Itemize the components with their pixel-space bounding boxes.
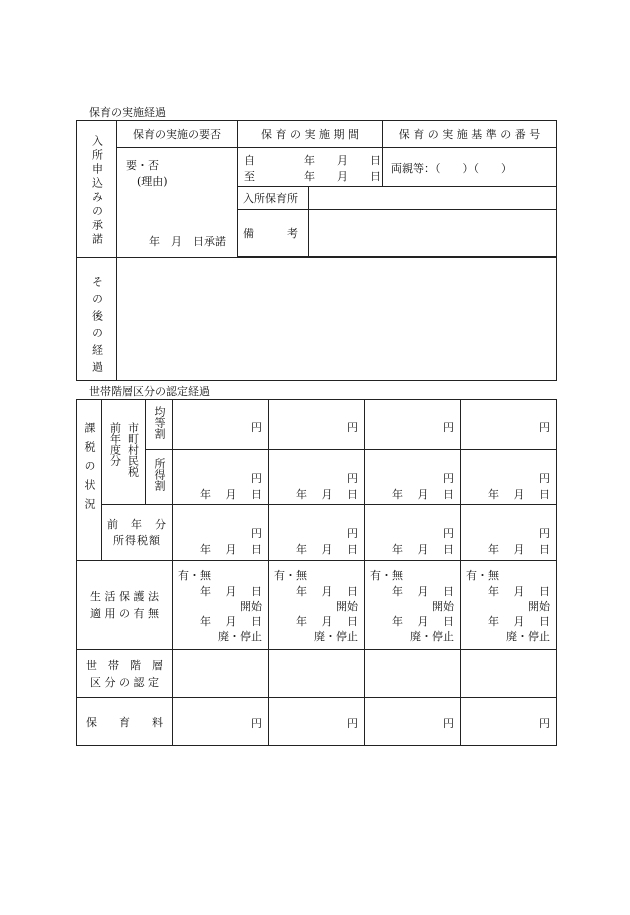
class-cell-3[interactable] <box>365 650 461 698</box>
cell-text: 円 <box>443 717 454 730</box>
section1-title: 保育の実施経過 <box>89 106 166 119</box>
prev-year-label: 前年度分 <box>108 422 122 466</box>
admission-header: 入所申込みの承諾 <box>90 135 104 247</box>
cell-text: 廃・停止 <box>410 630 454 643</box>
cell-text: 年 月 日 <box>200 615 262 628</box>
cell-text: 年 月 日 <box>488 543 550 556</box>
nursery-label: 入所保育所 <box>238 187 309 210</box>
col-approval-header: 保育の実施の要否 <box>117 121 238 148</box>
tax-status-cell <box>77 400 102 561</box>
cell-text: 有・無 <box>370 569 403 582</box>
cell-text: 有・無 <box>274 569 307 582</box>
cell-text: 円 <box>443 421 454 434</box>
class-cell-1[interactable] <box>173 650 269 698</box>
approval-date: 年 月 日承諾 <box>149 235 226 248</box>
cell-text: 廃・停止 <box>218 630 262 643</box>
welfare-cell-1[interactable] <box>173 561 269 650</box>
admission-header-cell <box>77 121 117 258</box>
remarks-label: 備 考 <box>238 210 309 257</box>
class-cell-2[interactable] <box>269 650 365 698</box>
approval-cell[interactable] <box>117 148 238 258</box>
cell-text: 開始 <box>528 600 550 613</box>
cell-text: 円 <box>443 527 454 540</box>
income-levy-amount-3[interactable] <box>365 450 461 505</box>
cell-text: 年 月 日 <box>392 543 454 556</box>
approval-value: 要・否 <box>126 159 159 172</box>
cell-text: 円 <box>539 472 550 485</box>
cell-text: 円 <box>347 472 358 485</box>
fee-label: 保 育 料 <box>77 698 173 746</box>
household-table <box>76 399 557 746</box>
cell-text: 円 <box>539 717 550 730</box>
income-tax-label: 前 年 分 所得税額 <box>102 505 173 561</box>
fee-cell-2[interactable] <box>269 698 365 746</box>
cell-text: 年 月 日 <box>488 615 550 628</box>
income-tax-amount-3[interactable] <box>365 505 461 561</box>
per-capita-cell <box>146 400 173 450</box>
fee-cell-4[interactable] <box>461 698 557 746</box>
cell-text: 有・無 <box>178 569 211 582</box>
per-capita-label: 均等割 <box>153 406 166 439</box>
standard-value: 両親等：（ ）（ ） <box>391 162 513 175</box>
cell-text: 円 <box>251 717 262 730</box>
cell-text: 年 月 日 <box>296 585 358 598</box>
cell-text: 有・無 <box>466 569 499 582</box>
after-header-cell <box>77 258 117 381</box>
welfare-cell-3[interactable] <box>365 561 461 650</box>
cell-text: 廃・停止 <box>506 630 550 643</box>
cell-text: 年 月 日 <box>200 543 262 556</box>
income-tax-amount-4[interactable] <box>461 505 557 561</box>
cell-text: 円 <box>539 421 550 434</box>
income-levy-cell <box>146 450 173 505</box>
cell-text: 年 月 日 <box>200 488 262 501</box>
per-capita-amount-1[interactable] <box>173 400 269 450</box>
income-levy-amount-2[interactable] <box>269 450 365 505</box>
remarks-field[interactable] <box>309 210 557 257</box>
implementation-table <box>76 120 557 381</box>
period-to-date: 年 月 日 <box>304 170 381 183</box>
cell-text: 年 月 日 <box>488 488 550 501</box>
welfare-cell-4[interactable] <box>461 561 557 650</box>
cell-text: 開始 <box>240 600 262 613</box>
cell-text: 円 <box>251 421 262 434</box>
per-capita-amount-4[interactable] <box>461 400 557 450</box>
municipal-tax-label: 市町村民税 <box>126 422 140 477</box>
cell-text: 年 月 日 <box>392 488 454 501</box>
cell-text: 円 <box>539 527 550 540</box>
income-levy-label: 所得割 <box>153 458 166 491</box>
cell-text: 廃・停止 <box>314 630 358 643</box>
cell-text: 円 <box>443 472 454 485</box>
period-to-label: 至 <box>244 170 255 183</box>
income-levy-amount-1[interactable] <box>173 450 269 505</box>
period-from-date: 年 月 日 <box>304 154 381 167</box>
period-cell[interactable] <box>238 148 383 187</box>
income-tax-amount-2[interactable] <box>269 505 365 561</box>
col-period-header: 保 育 の 実 施 期 間 <box>238 121 383 148</box>
cell-text: 年 月 日 <box>488 585 550 598</box>
cell-text: 年 月 日 <box>296 488 358 501</box>
cell-text: 年 月 日 <box>392 585 454 598</box>
after-header: その後の経過 <box>90 276 104 378</box>
cell-text: 円 <box>347 421 358 434</box>
class-cell-4[interactable] <box>461 650 557 698</box>
per-capita-amount-2[interactable] <box>269 400 365 450</box>
after-field[interactable] <box>117 258 557 381</box>
standard-cell[interactable] <box>383 148 557 187</box>
municipal-tax-cell <box>102 400 146 505</box>
cell-text: 円 <box>347 527 358 540</box>
cell-text: 円 <box>251 472 262 485</box>
fee-cell-3[interactable] <box>365 698 461 746</box>
cell-text: 開始 <box>432 600 454 613</box>
cell-text: 年 月 日 <box>296 615 358 628</box>
income-levy-amount-4[interactable] <box>461 450 557 505</box>
cell-text: 円 <box>251 527 262 540</box>
income-tax-amount-1[interactable] <box>173 505 269 561</box>
per-capita-amount-3[interactable] <box>365 400 461 450</box>
fee-cell-1[interactable] <box>173 698 269 746</box>
period-from-label: 自 <box>244 154 255 167</box>
cell-text: 年 月 日 <box>296 543 358 556</box>
cell-text: 開始 <box>336 600 358 613</box>
tax-status-label: 課税の状況 <box>83 422 96 517</box>
cell-text: 年 月 日 <box>392 615 454 628</box>
welfare-label: 生 活 保 護 法 適 用 の 有 無 <box>77 561 173 650</box>
section2-title: 世帯階層区分の認定経過 <box>89 385 210 398</box>
col-standard-header: 保 育 の 実 施 基 準 の 番 号 <box>383 121 557 148</box>
approval-reason: (理由) <box>137 175 168 188</box>
cell-text: 年 月 日 <box>200 585 262 598</box>
class-label: 世 帯 階 層 区 分 の 認 定 <box>77 650 173 698</box>
nursery-field[interactable] <box>309 187 557 210</box>
cell-text: 円 <box>347 717 358 730</box>
welfare-cell-2[interactable] <box>269 561 365 650</box>
